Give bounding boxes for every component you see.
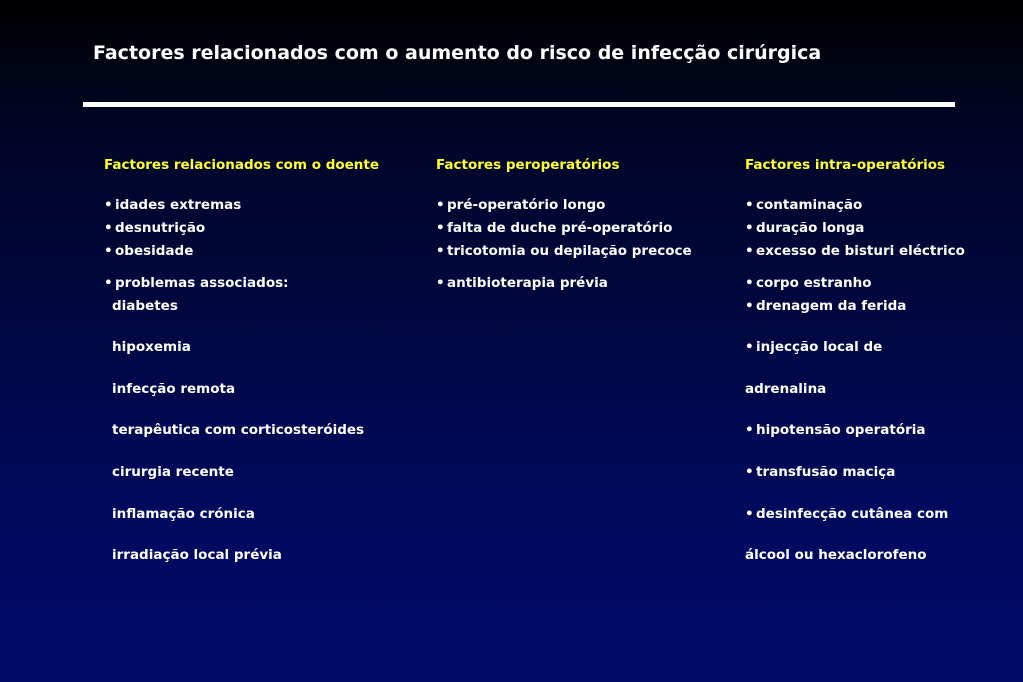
column-heading-perioperative: Factores peroperatórios bbox=[436, 157, 620, 173]
list-item: • transfusão maciça bbox=[745, 464, 895, 480]
list-item: • problemas associados: bbox=[104, 275, 289, 291]
list-item: • corpo estranho bbox=[745, 275, 871, 291]
list-item: • idades extremas bbox=[104, 197, 241, 213]
list-subitem: irradiação local prévia bbox=[112, 547, 282, 563]
list-item: • injecção local de bbox=[745, 339, 882, 355]
list-item-continuation: adrenalina bbox=[745, 381, 827, 397]
slide-title: Factores relacionados com o aumento do risco de infecção cirúrgica bbox=[93, 42, 822, 64]
list-item: • drenagem da ferida bbox=[745, 298, 906, 314]
column-heading-intraoperative: Factores intra-operatórios bbox=[745, 157, 946, 173]
list-subitem: inflamação crónica bbox=[112, 506, 255, 522]
list-item: • antibioterapia prévia bbox=[436, 275, 608, 291]
list-subitem: cirurgia recente bbox=[112, 464, 234, 480]
list-item: • tricotomia ou depilação precoce bbox=[436, 243, 692, 259]
list-item: • obesidade bbox=[104, 243, 193, 259]
list-subitem: infecção remota bbox=[112, 381, 236, 397]
list-subitem: terapêutica com corticosteróides bbox=[112, 422, 365, 438]
list-item: • falta de duche pré-operatório bbox=[436, 220, 672, 236]
list-item: • pré-operatório longo bbox=[436, 197, 605, 213]
list-item: • excesso de bisturi eléctrico bbox=[745, 243, 965, 259]
list-subitem: hipoxemia bbox=[112, 339, 191, 355]
list-item: • duração longa bbox=[745, 220, 864, 236]
list-item: • contaminação bbox=[745, 197, 862, 213]
list-subitem: diabetes bbox=[112, 298, 178, 314]
list-item: • desnutrição bbox=[104, 220, 205, 236]
list-item: • desinfecção cutânea com bbox=[745, 506, 948, 522]
list-item: • hipotensão operatória bbox=[745, 422, 926, 438]
column-heading-patient: Factores relacionados com o doente bbox=[104, 157, 380, 173]
list-item-continuation: álcool ou hexaclorofeno bbox=[745, 547, 927, 563]
title-divider bbox=[83, 102, 955, 107]
